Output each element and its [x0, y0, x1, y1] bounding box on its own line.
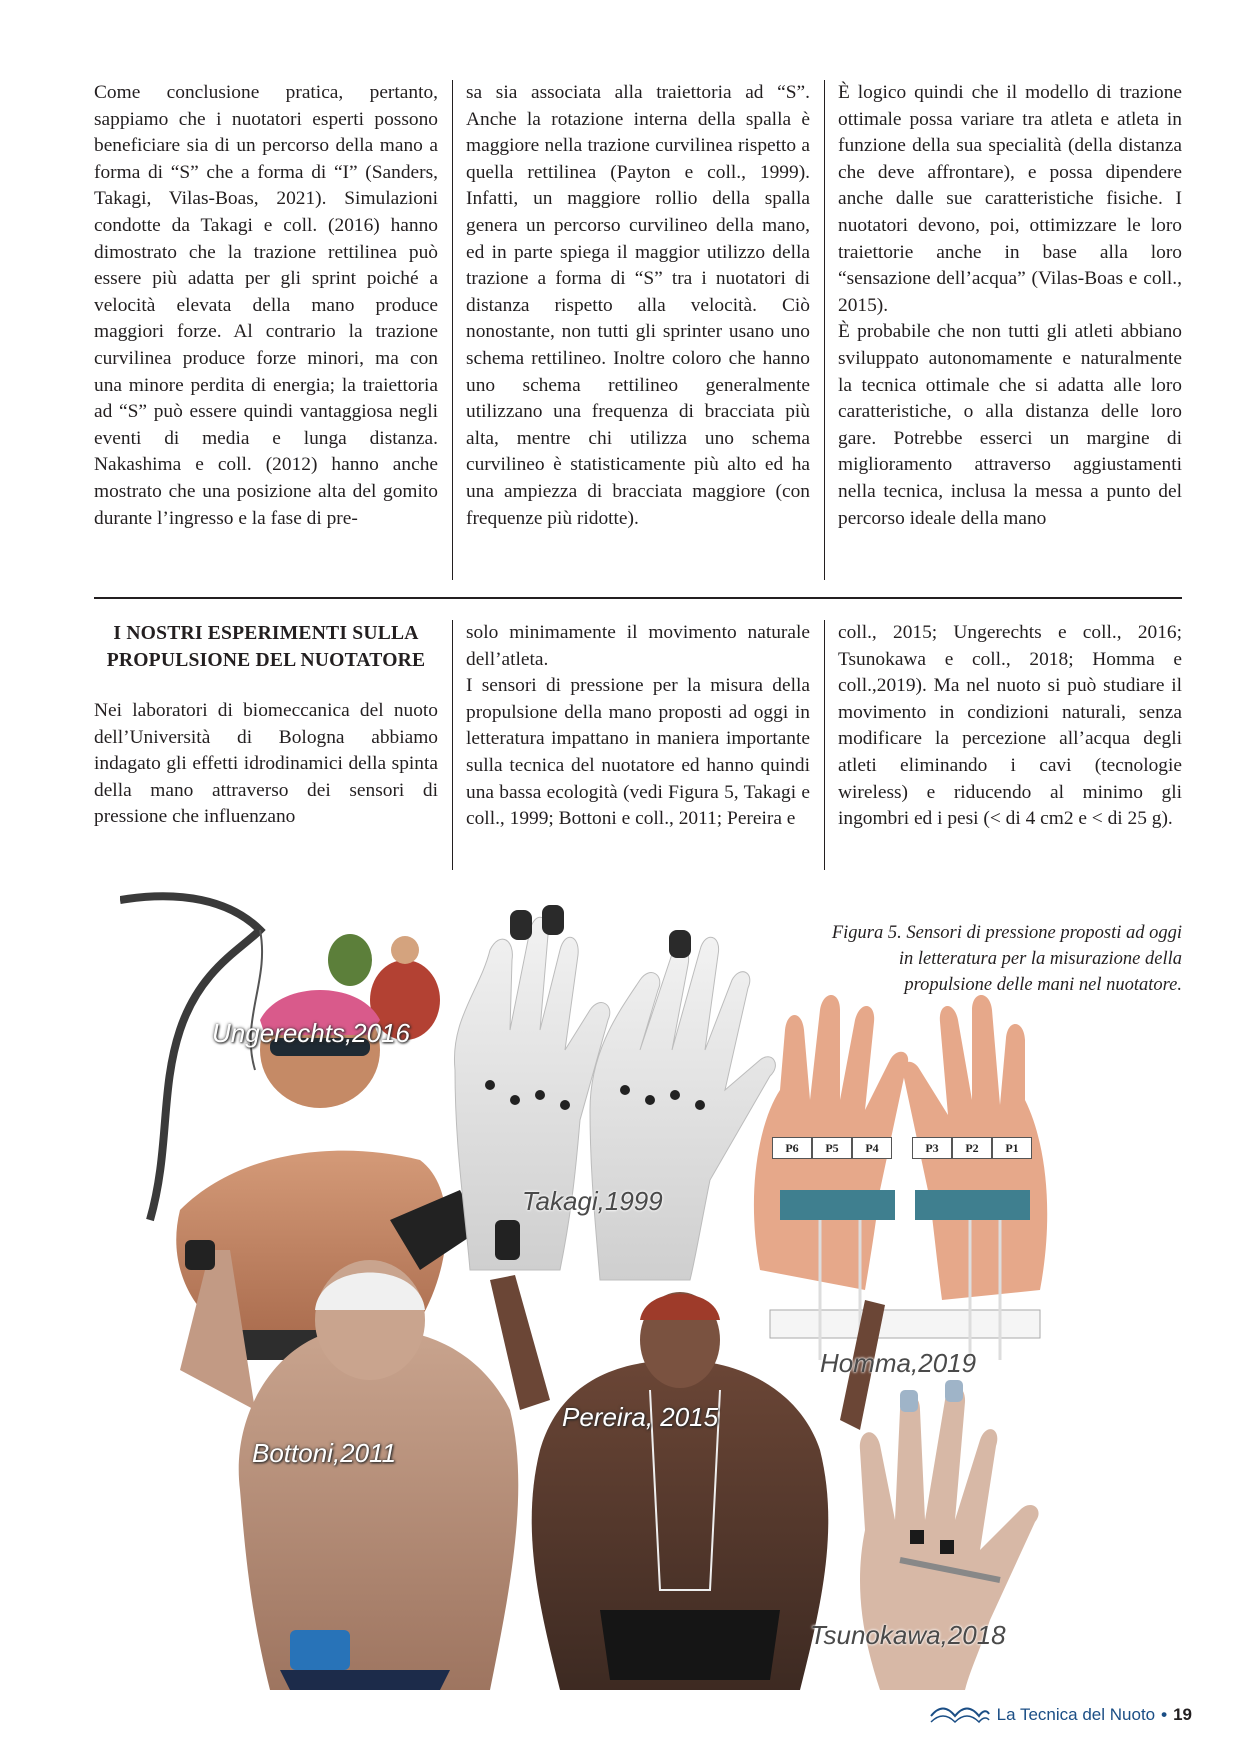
label-takagi: Takagi,1999 [522, 1186, 663, 1216]
section-rule [94, 597, 1182, 599]
paragraph: È probabile che non tutti gli atleti abbiano sviluppato autonomamente e naturalmente la tecnica ottimale che si adatta alle loro caratteristiche, o alla distanza delle loro gare. Potrebbe esserci un margine di miglioramento attraverso aggiustamenti nella tecnica, inclusa la messa a punto del percorso ideale della mano [838, 321, 1182, 529]
page-number: 19 [1173, 1705, 1192, 1724]
paragraph: coll., 2015; Ungerechts e coll., 2016; Tsunokawa e coll., 2018; Homma e coll.,2019). Ma nel nuoto si può studiare il movimento in condizioni naturali, senza modificare la percezione all’acqua degli atleti eliminando i cavi (tecnologie wireless) e riducendo al minimo gli ingombri ed i pesi (< di 4 cm2 e < di 25 g). [838, 622, 1182, 830]
homma-photo [754, 995, 1047, 1360]
sensor-label: P4 [852, 1137, 892, 1159]
sensor-label: P3 [912, 1137, 952, 1159]
paragraph: Come conclusione pratica, pertanto, sappiamo che i nuotatori esperti possono beneficiare sia di un percorso della mano a forma di “S” che a forma di “I” (Sanders, Takagi, Vilas-Boas, 2021). Simulazioni condotte da Takagi e coll. (2016) hanno dimostrato che la trazione rettilinea può essere più adatta per gli sprint poiché a velocità elevata della mano produce maggiori forze. Al contrario la trazione curvilinea produce forze minori, ma con una minore perdita di energia; la traiettoria ad “S” può essere quindi vantaggiosa negli eventi di media e lunga distanza. Nakashima e coll. (2012) hanno anche mostrato che una posizione alta del gomito durante l’ingresso e la fase di pre- [94, 82, 438, 529]
footer-bullet: • [1161, 1705, 1168, 1724]
label-bottoni: Bottoni,2011 [252, 1438, 397, 1468]
article-column-3 [838, 80, 1182, 532]
column-divider [452, 620, 453, 870]
page-footer [929, 1700, 1192, 1730]
figure-5-collage [120, 890, 1200, 1690]
ungerechts-photo [120, 896, 480, 1360]
paragraph: sa sia associata alla traiettoria ad “S”. Anche la rotazione interna della spalla è maggiore nella trazione curvilinea rispetto a quella rettilinea (Payton e coll., 1999). Infatti, un maggiore rollio della spalla genera un percorso curvilineo della mano, ed in parte spiega il maggior utilizzo della trazione a forma di “S” tra i nuotatori di distanza rispetto alla velocità. Ciò nonostante, non tutti gli sprinter usano uno schema rettilineo. Inoltre coloro che hanno uno schema rettilineo generalmente utilizzano una frequenza di bracciata più alta, mentre chi utilizza uno schema curvilineo è statisticamente più alto ed ha una ampiezza di bracciata maggiore (con frequenze più ridotte). [466, 82, 810, 529]
label-homma: Homma,2019 [820, 1348, 977, 1378]
label-pereira: Pereira, 2015 [562, 1402, 719, 1432]
magazine-name: La Tecnica del Nuoto [996, 1705, 1156, 1724]
paragraph: solo minimamente il movimento naturale dell’atleta. [466, 622, 810, 670]
paragraph: I sensori di pressione per la misura della propulsione della mano proposti ad oggi in letteratura impattano in maniera importante sulla tecnica del nuotatore ed hanno quindi una bassa ecologità (vedi Figura 5, Takagi e coll., 1999; Bottoni e coll., 2011; Pereira e [466, 675, 810, 830]
section-column-2 [466, 620, 810, 833]
section-title: I NOSTRI ESPERIMENTI SULLA PROPULSIONE DEL NUOTATORE [106, 623, 426, 671]
column-divider [824, 620, 825, 870]
label-ungerechts: Ungerechts,2016 [212, 1018, 411, 1048]
column-divider [452, 80, 453, 580]
collage-illustration [120, 890, 1200, 1690]
sensor-label: P2 [952, 1137, 992, 1159]
figure-caption: Figura 5. Sensori di pressione proposti ad oggi in letteratura per la misurazione della propulsione delle mani nel nuotatore. [831, 923, 1182, 995]
article-column-2 [466, 80, 810, 532]
section-column-3 [838, 620, 1182, 833]
wave-logo-icon [929, 1704, 991, 1726]
label-tsunokawa: Tsunokawa,2018 [810, 1620, 1006, 1650]
sensor-label: P6 [772, 1137, 812, 1159]
column-divider [824, 80, 825, 580]
article-column-1 [94, 80, 438, 532]
sensor-label: P5 [812, 1137, 852, 1159]
section-column-1 [94, 620, 438, 831]
sensor-label: P1 [992, 1137, 1032, 1159]
paragraph: È logico quindi che il modello di trazione ottimale possa variare tra atleta e atleta in funzione della sua specialità (della distanza che deve affrontare), e possa dipendere anche dalle sue caratteristiche fisiche. I nuotatori devono, poi, ottimizzare le loro traiettorie anche in base alla loro “sensazione dell’acqua” (Vilas-Boas e coll., 2015). [838, 82, 1182, 316]
paragraph: Nei laboratori di biomeccanica del nuoto dell’Università di Bologna abbiamo indagato gli effetti idrodinamici della spinta della mano attraverso dei sensori di pressione che influenzano [94, 700, 438, 828]
